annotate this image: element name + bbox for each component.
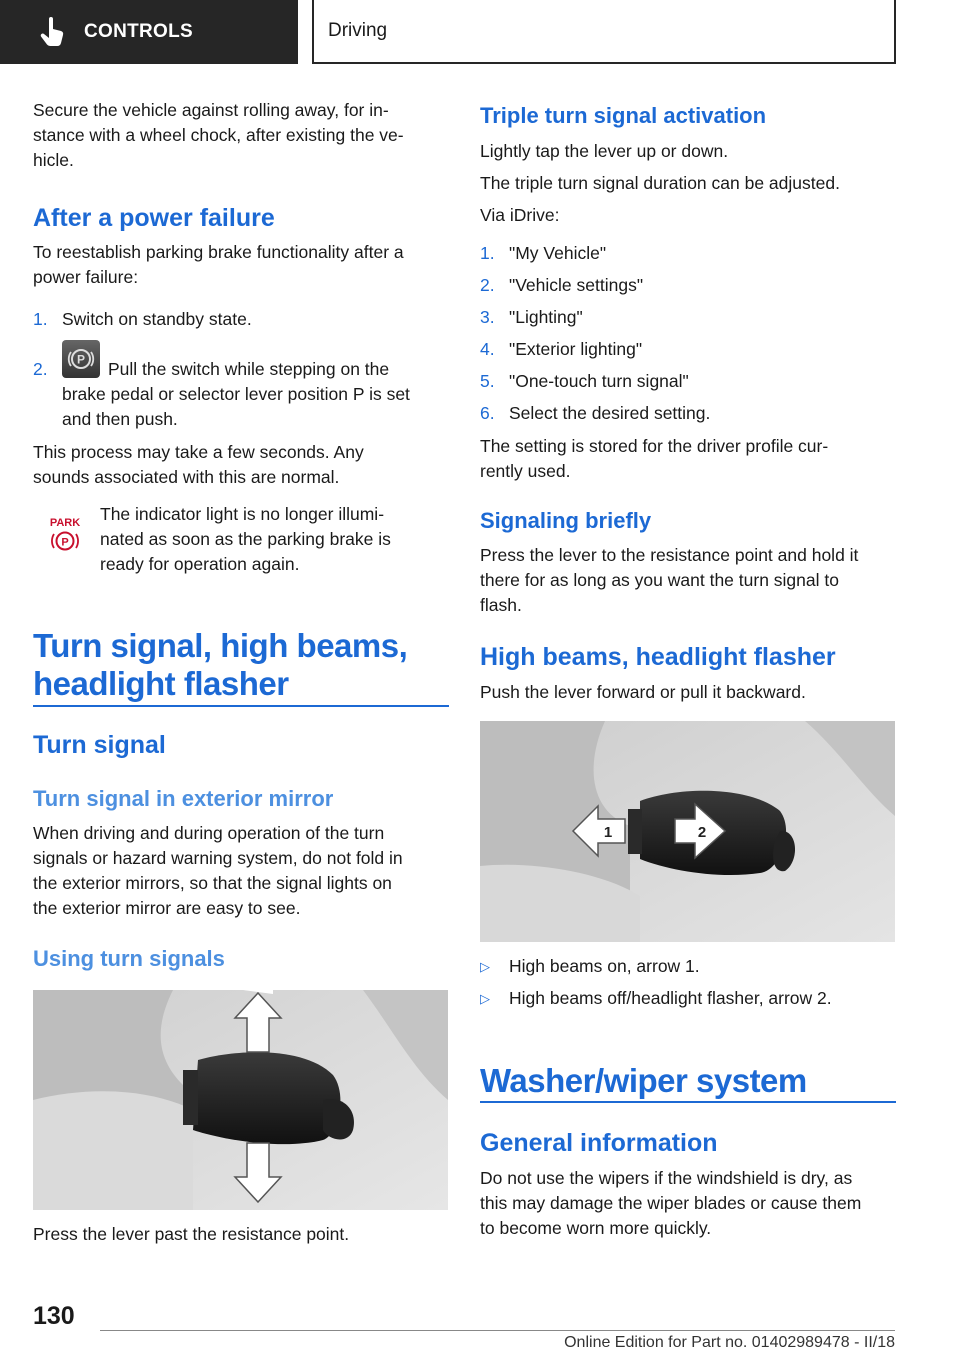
heading-rule (480, 1101, 896, 1103)
briefly-text (480, 543, 896, 618)
list-text: "Lighting" (509, 307, 583, 327)
text-line: to become worn more quickly. (480, 1218, 712, 1238)
main-heading (33, 627, 407, 703)
power-failure-heading: After a power failure (33, 204, 275, 232)
text-line: Do not use the wipers if the windshield is dry, as (480, 1168, 853, 1188)
heading-line: Turn signal, high beams, (33, 627, 408, 664)
indicator-note (100, 502, 449, 577)
triple-heading: Triple turn signal activation (480, 103, 767, 128)
power-failure-text (33, 240, 449, 290)
high-beams-text: Push the lever forward or pull it backward. (480, 682, 806, 702)
chapter-box (312, 0, 896, 64)
text-line: The indicator light is no longer illumi- (100, 504, 385, 524)
list-text: High beams off/headlight flasher, arrow 2. (509, 988, 832, 1008)
figure-caption: Press the lever past the resistance point. (33, 1224, 350, 1244)
using-heading: Using turn signals (33, 946, 225, 971)
svg-text:P: P (61, 536, 69, 549)
text-line: The triple turn signal duration can be adjusted. (480, 173, 840, 193)
text-line: the exterior mirrors, so that the signal lights on (33, 873, 392, 893)
text-line: nated as soon as the parking brake is (100, 529, 391, 549)
list-number: 6. (480, 403, 495, 423)
text-line: To reestablish parking brake functionality after a (33, 242, 404, 262)
text-line: hicle. (33, 150, 74, 170)
text-line: ready for operation again. (100, 554, 300, 574)
text-line: signals or hazard warning system, do not fold in (33, 848, 403, 868)
mirror-text (33, 821, 449, 921)
process-note (33, 440, 449, 490)
text-line: When driving and during operation of the turn (33, 823, 385, 843)
svg-text:P: P (76, 352, 86, 367)
text-line: Pull the switch while stepping on the (108, 359, 390, 379)
triple-text (480, 139, 896, 228)
list-text: "Vehicle settings" (509, 275, 644, 295)
svg-text:PARK: PARK (49, 517, 81, 529)
section-title: CONTROLS (84, 21, 194, 42)
svg-text:1: 1 (603, 824, 613, 841)
list-text: "My Vehicle" (509, 243, 607, 263)
page-number: 130 (33, 1302, 75, 1330)
text-line: The setting is stored for the driver profile cur- (480, 436, 829, 456)
text-line: Lightly tap the lever up or down. (480, 141, 729, 161)
text-line: there for as long as you want the turn signal to (480, 570, 839, 590)
list-item (33, 352, 449, 432)
list-text (62, 357, 449, 432)
hand-pointer-icon (40, 17, 66, 47)
high-beams-figure (480, 721, 895, 942)
list-text: "One-touch turn signal" (509, 371, 689, 391)
text-line: sounds associated with this are normal. (33, 467, 340, 487)
list-text: Switch on standby state. (62, 309, 252, 329)
svg-text:2: 2 (697, 824, 707, 841)
list-number: 1. (480, 243, 495, 263)
text-line: rently used. (480, 461, 571, 481)
general-text (480, 1166, 896, 1241)
list-text: Select the desired setting. (509, 403, 711, 423)
text-line: and then push. (62, 409, 178, 429)
mirror-heading: Turn signal in exterior mirror (33, 786, 334, 811)
general-heading: General information (480, 1129, 718, 1157)
text-line: Via iDrive: (480, 205, 560, 225)
list-text: "Exterior lighting" (509, 339, 643, 359)
edition-text: Online Edition for Part no. 01402989478 - II/18 (564, 1334, 895, 1351)
text-line: brake pedal or selector lever position P is set (62, 384, 410, 404)
intro-paragraph (33, 98, 449, 173)
bullet-triangle-icon: ▷ (480, 959, 490, 974)
footer-rule (100, 1330, 895, 1331)
turn-signal-figure (33, 990, 448, 1210)
briefly-heading: Signaling briefly (480, 508, 652, 533)
list-text: High beams on, arrow 1. (509, 956, 700, 976)
stored-text (480, 434, 896, 484)
list-number: 3. (480, 307, 495, 327)
text-line: Secure the vehicle against rolling away, for in- (33, 100, 389, 120)
text-line: This process may take a few seconds. Any (33, 442, 364, 462)
list-number: 1. (33, 309, 48, 329)
list-number: 4. (480, 339, 495, 359)
heading-rule (33, 705, 449, 707)
turn-signal-heading: Turn signal (33, 731, 166, 759)
list-number: 2. (33, 359, 48, 379)
chapter-title: Driving (328, 20, 388, 41)
text-line: stance with a wheel chock, after existing the ve- (33, 125, 404, 145)
washer-heading: Washer/wiper system (480, 1062, 807, 1099)
bullet-triangle-icon: ▷ (480, 991, 490, 1006)
high-beams-heading: High beams, headlight flasher (480, 643, 836, 671)
section-tab[interactable] (0, 0, 298, 64)
park-indicator-icon (45, 515, 85, 560)
text-line: flash. (480, 595, 522, 615)
text-line: Press the lever to the resistance point and hold it (480, 545, 859, 565)
heading-line: headlight flasher (33, 665, 289, 702)
text-line: this may damage the wiper blades or cause them (480, 1193, 862, 1213)
text-line: the exterior mirror are easy to see. (33, 898, 301, 918)
list-number: 2. (480, 275, 495, 295)
text-line: power failure: (33, 267, 139, 287)
list-number: 5. (480, 371, 495, 391)
